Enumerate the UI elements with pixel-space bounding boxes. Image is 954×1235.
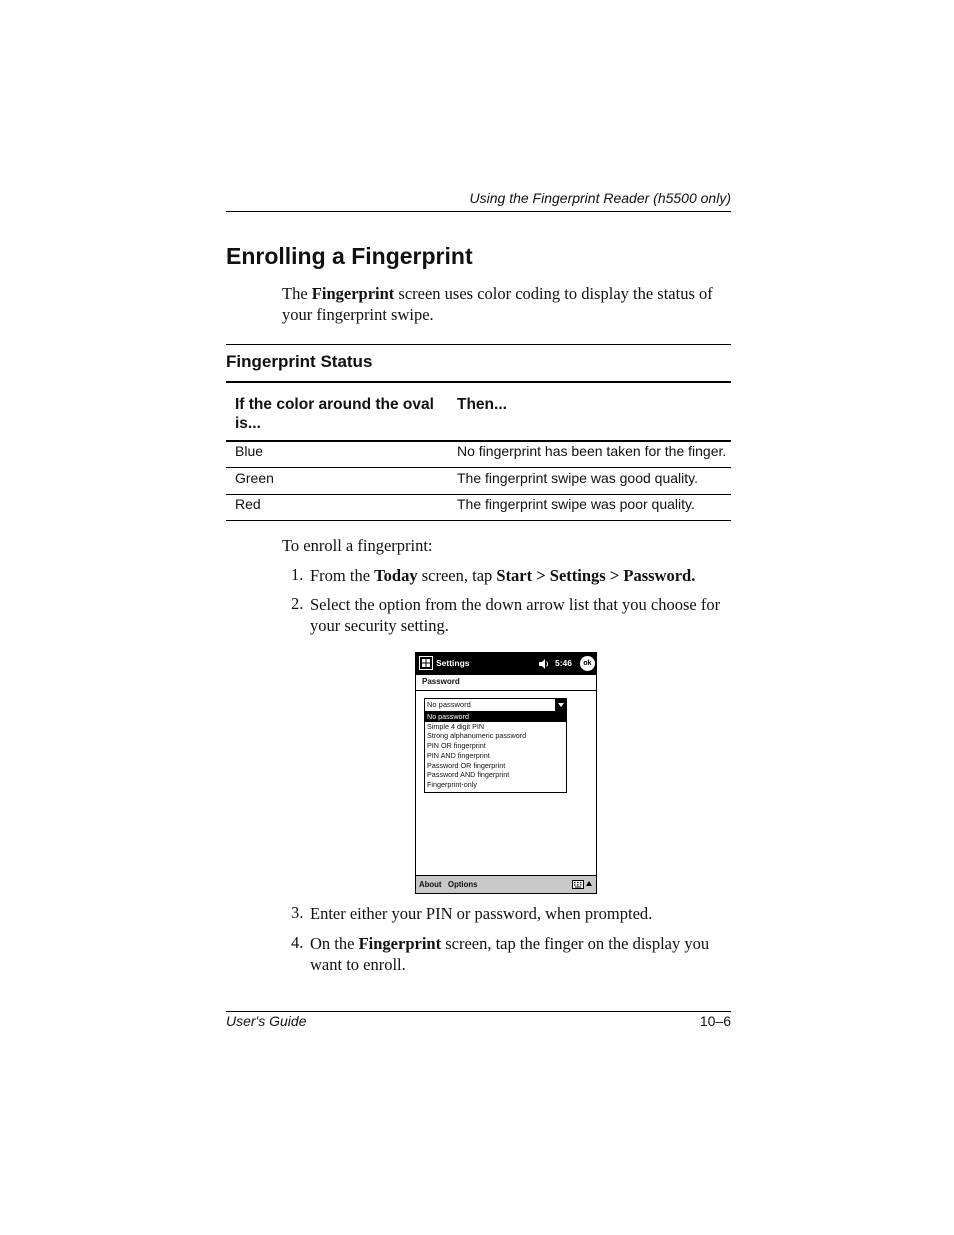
menu-options[interactable]: Options <box>448 880 478 889</box>
dropdown-option[interactable]: Password AND fingerprint <box>427 770 510 780</box>
table-title: Fingerprint Status <box>226 352 373 371</box>
dropdown-option[interactable]: Password OR fingerprint <box>427 760 506 770</box>
subtitle-rule <box>416 690 596 691</box>
header-rule <box>226 211 731 212</box>
menu-about[interactable]: About <box>419 880 442 889</box>
dropdown-option-selected[interactable]: No password <box>425 712 566 722</box>
intro-bold: Fingerprint <box>311 284 395 303</box>
table-cell-result: No fingerprint has been taken for the finger. <box>457 443 727 459</box>
dropdown-option[interactable]: Fingerprint-only <box>427 779 477 789</box>
dropdown-option[interactable]: Simple 4 digit PIN <box>427 721 485 731</box>
step-text: Select the option from the down arrow list that you choose for your security setting. <box>310 595 721 635</box>
procedure-lead: To enroll a fingerprint: <box>282 536 433 555</box>
dropdown-list <box>424 711 567 793</box>
step-text-part: screen, tap the finger on the display you want to enroll. <box>310 934 710 974</box>
password-type-dropdown[interactable] <box>424 698 567 712</box>
table-header-then: Then... <box>457 396 507 413</box>
page-number: 10–6 <box>699 1013 731 1029</box>
step-bold-settings: Settings <box>549 566 606 585</box>
dropdown-option[interactable]: PIN OR fingerprint <box>427 741 486 751</box>
step-bold-fingerprint: Fingerprint <box>358 934 442 953</box>
step-text-part: screen, tap <box>417 566 497 585</box>
step-bold-sep: > <box>605 566 624 585</box>
table-bottom-rule <box>226 520 731 521</box>
table-row-rule <box>226 467 731 468</box>
step-number: 1. <box>291 565 304 584</box>
table-header-color: If the color around the oval is... <box>235 396 434 432</box>
running-header: Using the Fingerprint Reader (h5500 only) <box>469 190 731 206</box>
step-number: 3. <box>291 903 304 922</box>
table-top-rule <box>226 344 731 345</box>
password-subtitle: Password <box>422 677 460 686</box>
dropdown-arrow-icon[interactable] <box>555 699 566 711</box>
step-bold-today: Today <box>374 566 418 585</box>
table-cell-result: The fingerprint swipe was good quality. <box>457 470 698 486</box>
clock[interactable]: 5:46 <box>555 658 573 668</box>
step-bold-password: Password. <box>623 566 696 585</box>
step-text-part: On the <box>310 934 359 953</box>
pocketpc-screenshot <box>415 652 597 894</box>
table-cell-color: Red <box>235 496 261 512</box>
table-header-rule <box>226 440 731 442</box>
footer-guide-title: User's Guide <box>226 1013 307 1029</box>
step-text <box>310 565 730 586</box>
start-windows-flag-icon[interactable] <box>419 656 433 670</box>
step-text <box>310 933 730 975</box>
step-number: 2. <box>291 594 304 613</box>
table-cell-result: The fingerprint swipe was poor quality. <box>457 496 695 512</box>
step-bold-start: Start <box>496 566 533 585</box>
table-title-rule <box>226 381 731 383</box>
dropdown-option[interactable]: PIN AND fingerprint <box>427 750 490 760</box>
intro-post: screen uses color coding to display the status of your fingerprint swipe. <box>282 284 713 324</box>
command-bar <box>416 875 596 894</box>
intro-paragraph <box>282 283 734 325</box>
footer-rule <box>226 1011 731 1012</box>
keyboard-icon[interactable] <box>572 880 584 889</box>
nav-title: Settings <box>436 658 470 668</box>
table-cell-color: Green <box>235 470 274 486</box>
speaker-icon[interactable] <box>538 658 550 670</box>
ok-button[interactable]: ok <box>580 656 595 671</box>
navigation-bar <box>416 653 596 675</box>
step-number: 4. <box>291 933 304 952</box>
dropdown-value: No password <box>427 700 471 709</box>
table-cell-color: Blue <box>235 443 264 459</box>
input-panel-arrow-icon[interactable] <box>586 881 592 886</box>
section-title: Enrolling a Fingerprint <box>226 243 473 269</box>
step-bold-sep: > <box>532 566 550 585</box>
step-text-part: From the <box>310 566 375 585</box>
intro-pre: The <box>282 284 312 303</box>
dropdown-option[interactable]: Strong alphanumeric password <box>427 731 527 741</box>
table-row-rule <box>226 494 731 495</box>
step-text: Enter either your PIN or password, when prompted. <box>310 904 653 923</box>
